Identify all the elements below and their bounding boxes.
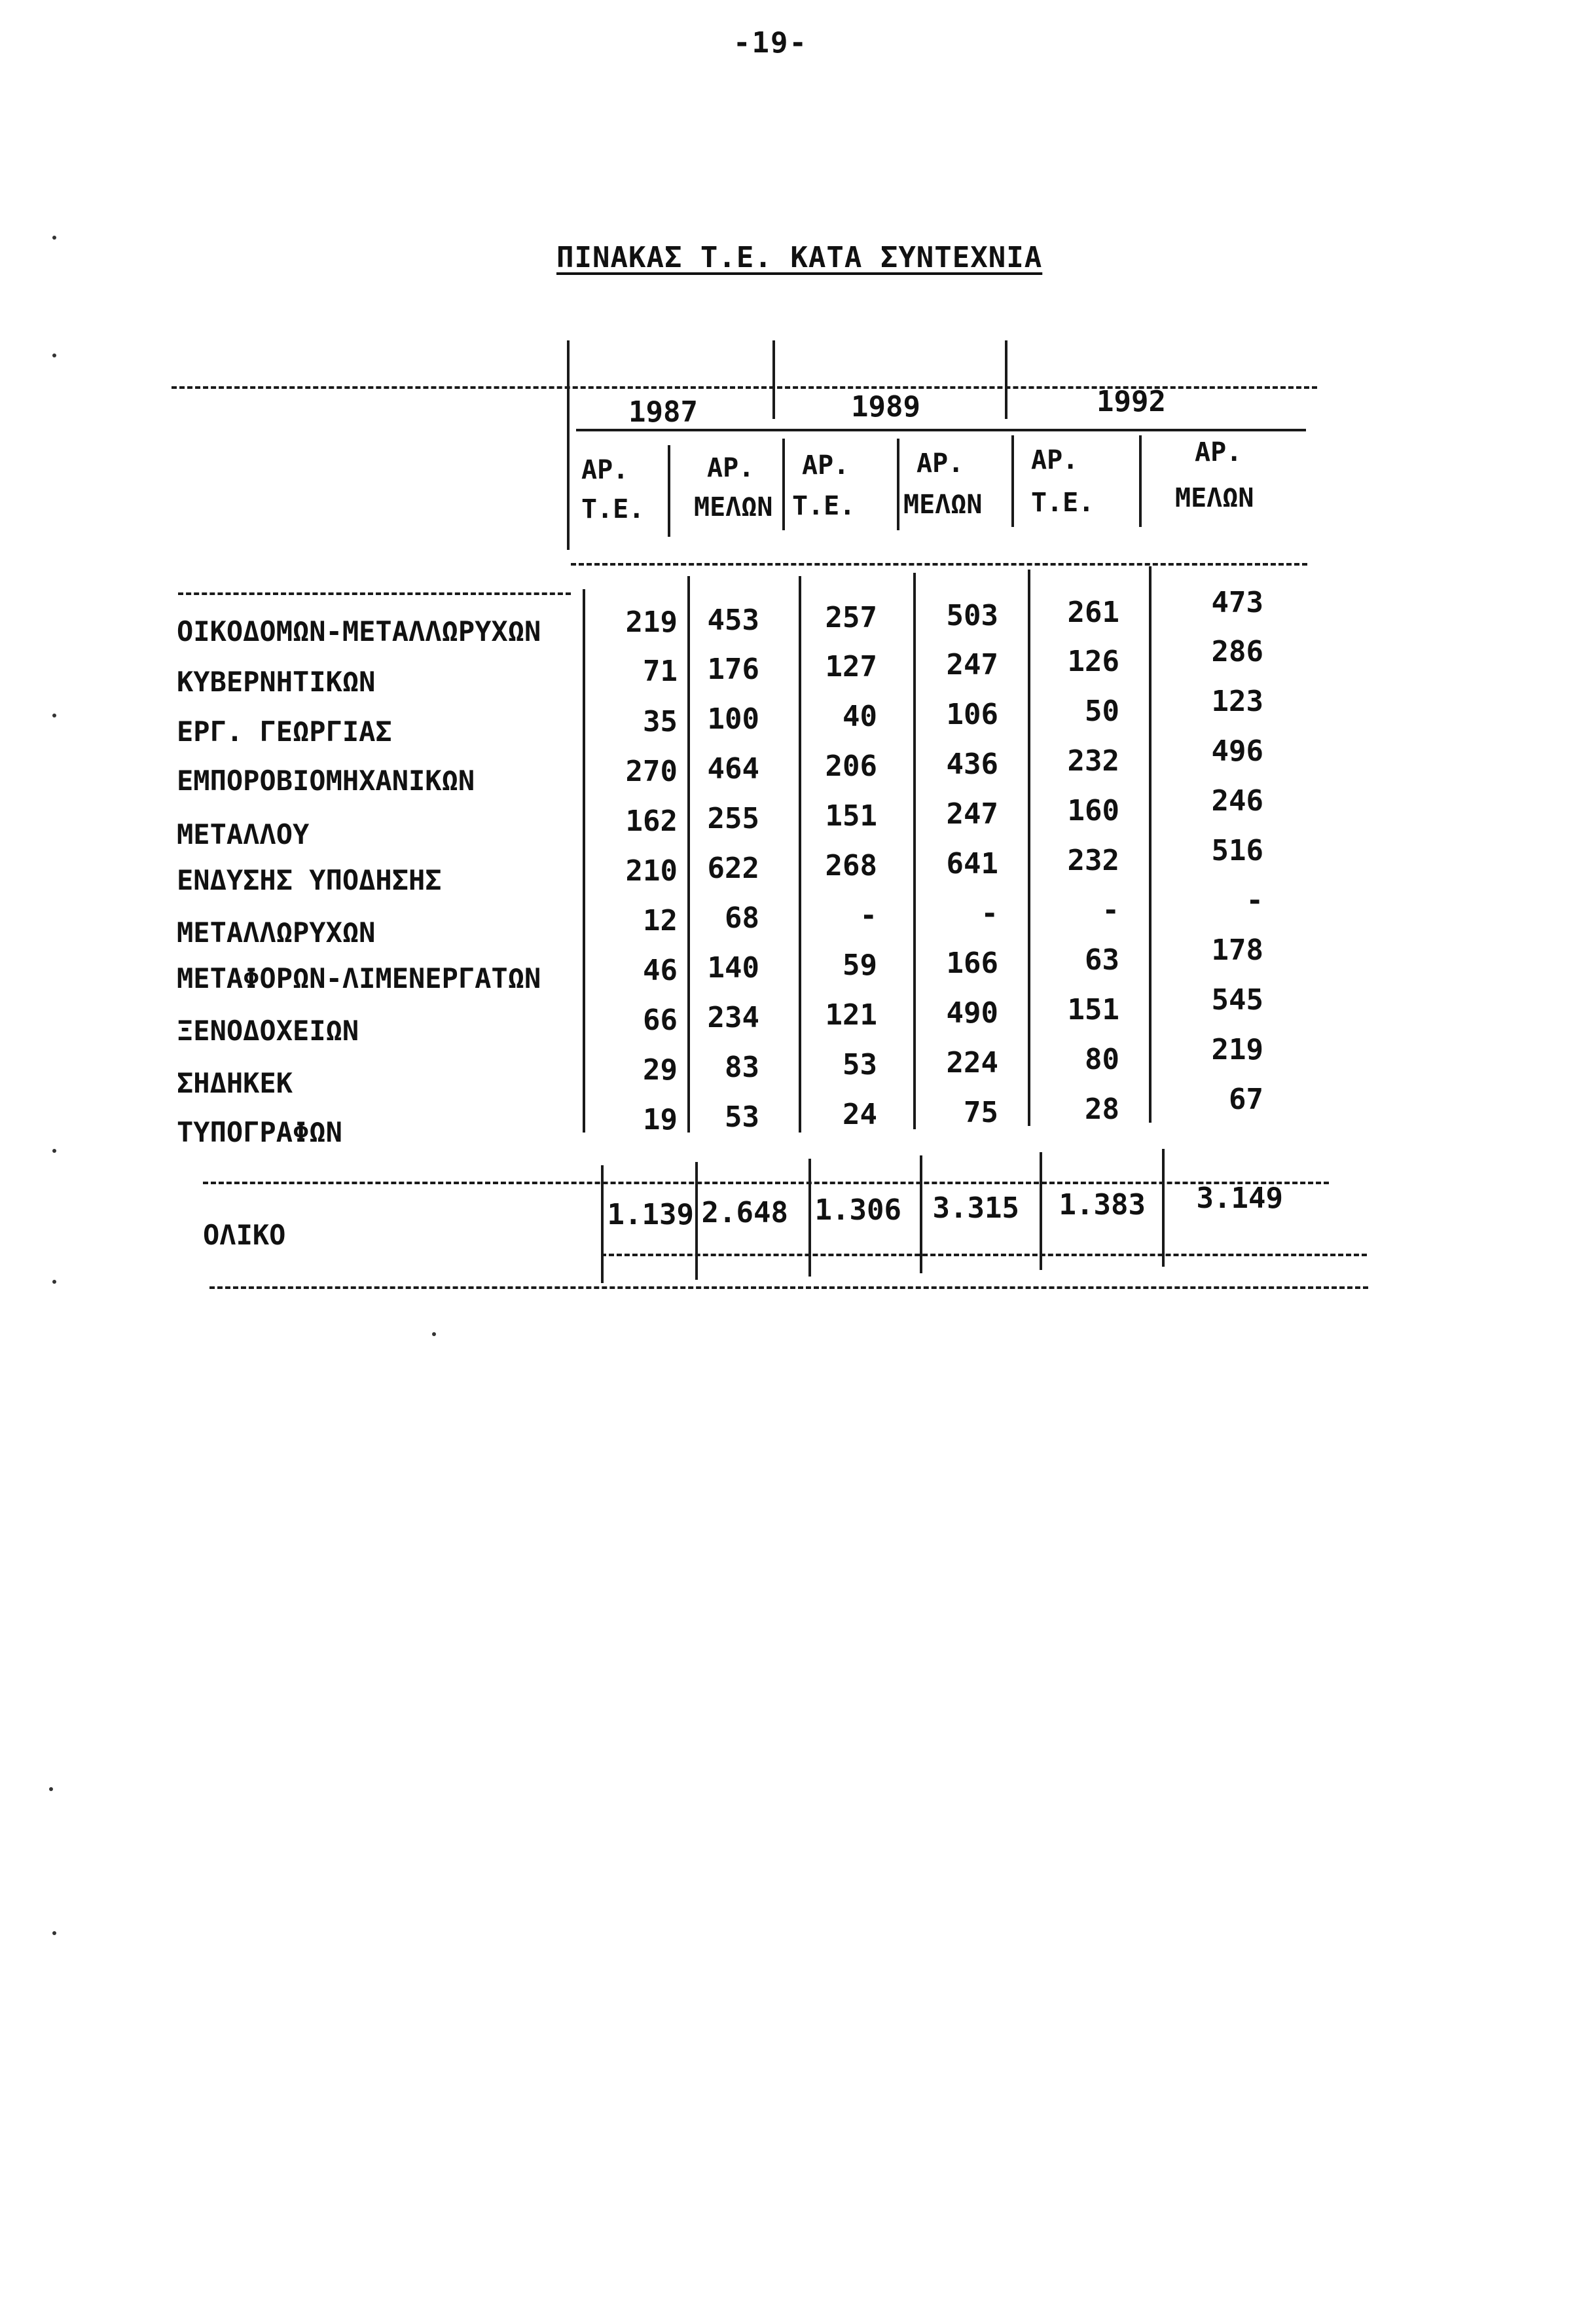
cell: 247 (946, 797, 998, 831)
cell: 247 (946, 648, 998, 681)
row-label: ΚΥΒΕΡΝΗΤΙΚΩΝ (177, 666, 376, 698)
cell: 24 (843, 1098, 877, 1131)
cell: 75 (964, 1096, 998, 1129)
row-label: ΣΗΔΗΚΕΚ (177, 1067, 293, 1099)
cell: 29 (643, 1053, 678, 1087)
col-header-1-line2: Τ.Ε. (581, 494, 645, 524)
cell: 63 (1085, 943, 1119, 977)
col-header-5-line2: Τ.Ε. (1031, 488, 1095, 518)
cell: 68 (725, 901, 759, 935)
header-divider (1011, 435, 1014, 527)
row-label: ΕΡΓ. ΓΕΩΡΓΙΑΣ (177, 716, 392, 748)
cell: 19 (643, 1103, 678, 1136)
cell: 71 (643, 655, 678, 688)
scan-speck (52, 236, 56, 240)
cell: 436 (946, 748, 998, 781)
cell: 246 (1211, 784, 1263, 818)
total-cell: 1.139 (607, 1198, 694, 1231)
total-divider (1162, 1149, 1165, 1267)
header-divider (782, 439, 785, 530)
scan-speck (52, 1280, 56, 1284)
header-bottom-rule (178, 592, 571, 595)
cell: 219 (1211, 1033, 1263, 1066)
total-cell: 2.648 (701, 1196, 788, 1229)
cell: 232 (1067, 744, 1119, 778)
cell: 257 (825, 601, 877, 634)
cell: 166 (946, 947, 998, 980)
total-cell: 3.149 (1196, 1182, 1283, 1215)
row-label: ΜΕΤΑΛΛΟΥ (177, 818, 310, 850)
cell: 100 (707, 702, 759, 736)
col-header-4-line1: ΑΡ. (916, 448, 964, 479)
cell: 473 (1211, 586, 1263, 619)
cell: - (860, 899, 877, 932)
cell: 151 (825, 799, 877, 833)
total-label: ΟΛΙΚΟ (203, 1219, 286, 1251)
cell: 232 (1067, 844, 1119, 877)
scan-speck (52, 1931, 56, 1935)
page-number: -19- (733, 26, 808, 60)
header-bottom-rule (571, 563, 1307, 566)
col-header-6-line1: ΑΡ. (1195, 437, 1242, 467)
cell: 50 (1085, 695, 1119, 728)
cell: 622 (707, 852, 759, 885)
col-header-4-line2: ΜΕΛΩΝ (903, 490, 983, 520)
cell: 151 (1067, 993, 1119, 1026)
col-header-5-line1: ΑΡ. (1031, 445, 1079, 475)
year-1992: 1992 (1097, 385, 1166, 418)
body-divider (913, 573, 916, 1129)
cell: 268 (825, 849, 877, 882)
column-divider (772, 340, 775, 419)
scan-speck (52, 714, 56, 717)
cell: 496 (1211, 734, 1263, 768)
cell: 286 (1211, 635, 1263, 668)
body-divider (1028, 570, 1030, 1126)
cell: 53 (725, 1100, 759, 1134)
cell: 83 (725, 1051, 759, 1084)
cell: 516 (1211, 834, 1263, 867)
header-divider (1139, 435, 1142, 527)
cell: - (1102, 894, 1119, 927)
column-divider (567, 340, 570, 419)
cell: 219 (625, 606, 678, 639)
cell: 40 (843, 700, 877, 733)
cell: 162 (625, 805, 678, 838)
scan-speck (52, 1149, 56, 1153)
scan-speck (52, 354, 56, 357)
cell: 28 (1085, 1093, 1119, 1126)
cell: 59 (843, 949, 877, 982)
cell: 641 (946, 847, 998, 880)
cell: 261 (1067, 596, 1119, 629)
scan-speck (432, 1332, 436, 1336)
col-header-2-line1: ΑΡ. (707, 453, 755, 483)
column-divider (1005, 340, 1007, 419)
scan-speck (49, 1787, 53, 1791)
body-divider (799, 576, 801, 1133)
cell: - (1246, 884, 1263, 917)
cell: 503 (946, 599, 998, 632)
col-header-6-line2: ΜΕΛΩΝ (1175, 483, 1254, 513)
col-header-2-line2: ΜΕΛΩΝ (694, 492, 773, 522)
table-title: ΠΙΝΑΚΑΣ Τ.Ε. ΚΑΤΑ ΣΥΝΤΕΧΝΙΑ (556, 241, 1043, 274)
cell: 80 (1085, 1043, 1119, 1076)
col-header-3-line1: ΑΡ. (802, 450, 850, 481)
cell: 126 (1067, 645, 1119, 678)
cell: 255 (707, 802, 759, 835)
year-1987: 1987 (628, 395, 698, 429)
total-cell: 1.383 (1059, 1188, 1146, 1222)
cell: 224 (946, 1046, 998, 1079)
table-bottom-rule (209, 1286, 1368, 1289)
cell: 160 (1067, 794, 1119, 827)
cell: 35 (643, 705, 678, 738)
cell: 12 (643, 904, 678, 937)
row-label: ΜΕΤΑΦΟΡΩΝ-ΛΙΜΕΝΕΡΓΑΤΩΝ (177, 962, 541, 994)
row-label: ΟΙΚΟΔΟΜΩΝ-ΜΕΤΑΛΛΩΡΥΧΩΝ (177, 615, 541, 647)
cell: 206 (825, 750, 877, 783)
cell: 210 (625, 854, 678, 888)
row-label: ΕΜΠΟΡΟΒΙΟΜΗΧΑΝΙΚΩΝ (177, 765, 475, 797)
cell: 106 (946, 698, 998, 731)
row-label: ΜΕΤΑΛΛΩΡΥΧΩΝ (177, 916, 376, 949)
cell: 46 (643, 954, 678, 987)
body-divider (583, 589, 585, 1133)
cell: 176 (707, 653, 759, 686)
cell: 270 (625, 755, 678, 788)
header-divider (567, 419, 570, 550)
col-header-1-line1: ΑΡ. (581, 455, 629, 485)
col-header-3-line2: Τ.Ε. (792, 491, 856, 521)
header-divider (668, 445, 670, 537)
row-label: ΞΕΝΟΔΟΧΕΙΩΝ (177, 1015, 359, 1047)
row-label: ΤΥΠΟΓΡΑΦΩΝ (177, 1116, 342, 1148)
cell: 178 (1211, 934, 1263, 967)
total-top-rule (203, 1182, 1329, 1184)
cell: 234 (707, 1001, 759, 1034)
cell: - (981, 897, 998, 930)
row-label: ΕΝΔΥΣΗΣ ΥΠΟΔΗΣΗΣ (177, 864, 442, 896)
body-divider (1149, 566, 1152, 1123)
header-divider (897, 439, 899, 530)
cell: 453 (707, 604, 759, 637)
cell: 67 (1229, 1083, 1263, 1116)
year-underline (576, 429, 1306, 431)
cell: 490 (946, 996, 998, 1030)
total-cell: 1.306 (814, 1193, 901, 1227)
cell: 545 (1211, 983, 1263, 1017)
total-bottom-rule (601, 1254, 1367, 1256)
cell: 464 (707, 752, 759, 786)
total-divider (1040, 1152, 1042, 1270)
cell: 123 (1211, 685, 1263, 718)
cell: 66 (643, 1004, 678, 1037)
body-divider (687, 576, 690, 1133)
year-1989: 1989 (851, 390, 920, 424)
cell: 53 (843, 1048, 877, 1081)
cell: 121 (825, 998, 877, 1032)
cell: 127 (825, 650, 877, 683)
total-cell: 3.315 (932, 1191, 1019, 1225)
cell: 140 (707, 951, 759, 985)
